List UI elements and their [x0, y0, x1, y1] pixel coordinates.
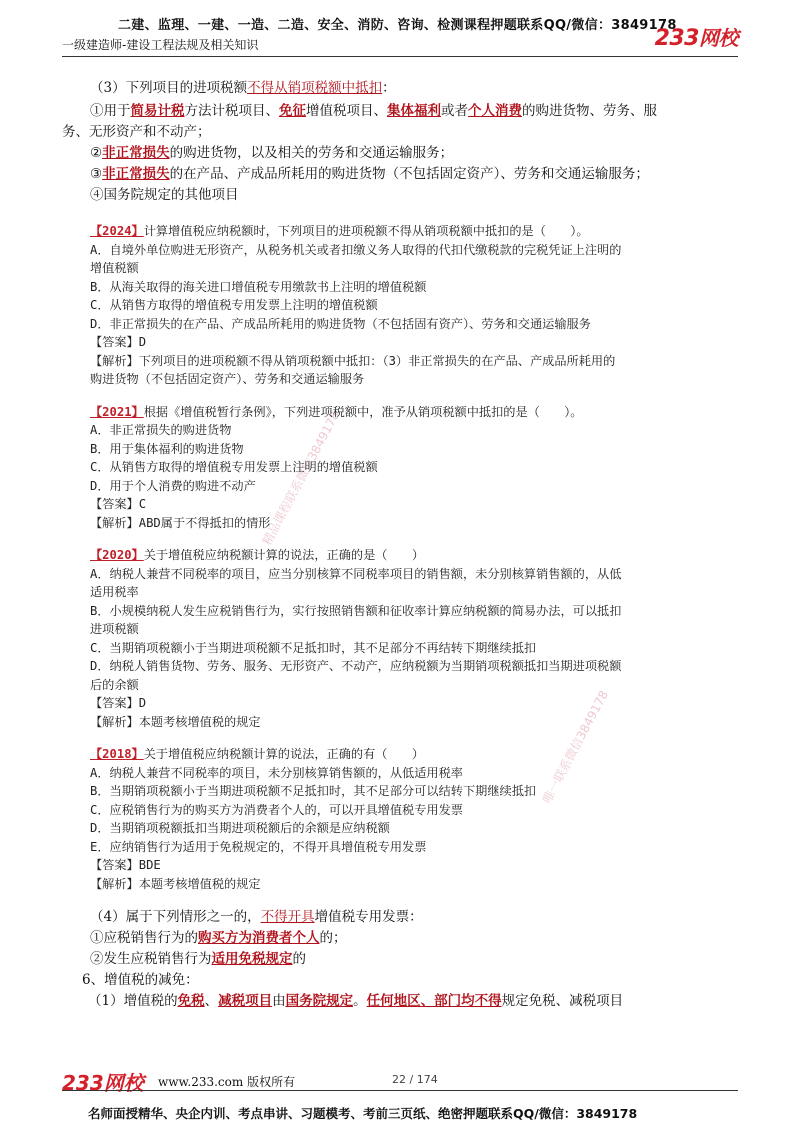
explanation: 【解析】ABD属于不得抵扣的情形 — [90, 515, 271, 530]
section3-title: （3）下列项目的进项税额不得从销项税额中抵扣： — [90, 80, 396, 96]
option-b-cont: 进项税额 — [90, 622, 139, 636]
question-stem: 关于增值税应纳税额计算的说法，正确的有（ ） — [143, 747, 425, 761]
answer: 【答案】BDE — [90, 858, 161, 872]
section4-title: （4）属于下列情形之一的，不得开具增值税专用发票： — [90, 909, 423, 925]
option-d: D．用于个人消费的购进不动产 — [90, 478, 256, 493]
section6-title: 6、增值税的减免： — [82, 972, 199, 988]
footer-promo-text: 名师面授精华、央企内训、考点串讲、习题模考、考前三页纸、绝密押题联系QQ/微信：3849178 — [88, 1106, 638, 1121]
watermark-2: 唯一联系微信3849178 — [539, 688, 612, 806]
header-promo-text: 二建、监理、一建、一造、二造、安全、消防、咨询、检测课程押题联系QQ/微信：3849178 — [118, 18, 677, 33]
footer-logo: 233网校 — [62, 1071, 144, 1095]
option-d-cont: 后的余额 — [90, 677, 139, 692]
question-stem: 计算增值税应纳税额时，下列项目的进项税额不得从销项税额中抵扣的是（ ）。 — [143, 224, 589, 238]
page-number: 22 / 174 — [392, 1073, 438, 1086]
site-logo — [655, 22, 738, 51]
option-c: C．从销售方取得的增值税专用发票上注明的增值税额 — [90, 298, 378, 312]
question-stem: 关于增值税应纳税额计算的说法，正确的是（ ） — [143, 548, 425, 562]
option-a: A．纳税人兼营不同税率的项目，未分别核算销售额的，从低适用税率 — [90, 765, 463, 780]
question-year: 【2018】 — [90, 747, 144, 761]
option-c: C．应税销售行为的购买方为消费者个人的，可以开具增值税专用发票 — [90, 802, 463, 817]
section4-item-1: ①应税销售行为的购买方为消费者个人的； — [90, 930, 347, 946]
section3-item-1: ①用于简易计税方法计税项目、免征增值税项目、集体福利或者个人消费的购进货物、劳务、服 — [90, 103, 657, 119]
option-b: B．当期销项税额小于当期进项税额不足抵扣时，其不足部分可以结转下期继续抵扣 — [90, 784, 537, 798]
question-stem: 根据《增值税暂行条例》，下列进项税额中，准予从销项税额中抵扣的是（ ）。 — [143, 404, 583, 419]
page-content — [62, 78, 745, 1012]
option-e: E．应纳销售行为适用于免税规定的，不得开具增值税专用发票 — [90, 839, 427, 854]
footer-divider — [62, 1090, 738, 1091]
option-d: D．非正常损失的在产品、产成品所耗用的购进货物（不包括固有资产）、劳务和交通运输服务 — [90, 316, 591, 331]
option-a: A．自境外单位购进无形资产，从税务机关或者扣缴义务人取得的代扣代缴税款的完税凭证上注明的 — [90, 242, 622, 257]
watermark-1: 精品课程联系微信3849178 — [259, 408, 343, 548]
question-year: 【2020】 — [90, 548, 144, 562]
logo-number: 233 — [654, 26, 699, 51]
section4-item-2: ②发生应税销售行为适用免税规定的 — [90, 951, 306, 967]
explanation: 【解析】本题考核增值税的规定 — [90, 714, 261, 729]
section3-item-3: ③非正常损失的在产品、产成品所耗用的购进货物（不包括固定资产）、劳务和交通运输服务； — [90, 166, 649, 182]
answer: 【答案】C — [90, 497, 147, 511]
question-2018 — [90, 745, 745, 893]
option-a-cont: 适用税率 — [90, 585, 139, 599]
option-a: A．非正常损失的购进货物 — [90, 423, 232, 437]
question-year: 【2024】 — [90, 224, 144, 238]
logo-text: 网校 — [699, 26, 738, 50]
question-year: 【2021】 — [90, 404, 144, 419]
option-a: A．纳税人兼营不同税率的项目，应当分别核算不同税率项目的销售额，未分别核算销售额的，从低 — [90, 566, 622, 581]
option-b: B．用于集体福利的购进货物 — [90, 441, 244, 456]
option-d: D．纳税人销售货物、劳务、服务、无形资产、不动产，应纳税额为当期销项税额抵扣当期进项税额 — [90, 659, 622, 673]
question-2020 — [90, 546, 745, 731]
answer: 【答案】D — [90, 696, 147, 710]
explanation-cont: 购进货物（不包括固定资产）、劳务和交通运输服务 — [90, 372, 365, 386]
footer-copyright: www.233.com 版权所有 — [158, 1075, 296, 1089]
question-2021 — [90, 403, 745, 533]
option-c: C．当期销项税额小于当期进项税额不足抵扣时，其不足部分不再结转下期继续抵扣 — [90, 640, 537, 655]
section3-item-2: ②非正常损失的购进货物，以及相关的劳务和交通运输服务； — [90, 145, 454, 161]
header-divider — [62, 56, 738, 57]
option-c: C．从销售方取得的增值税专用发票上注明的增值税额 — [90, 460, 378, 474]
option-a-cont: 增值税额 — [90, 261, 139, 275]
header-book-title: 一级建造师-建设工程法规及相关知识 — [62, 38, 259, 52]
question-2024 — [90, 222, 745, 389]
option-d: D．当期销项税额抵扣当期进项税额后的余额是应纳税额 — [90, 821, 390, 835]
explanation: 【解析】本题考核增值税的规定 — [90, 876, 261, 891]
section3-item-4: ④国务院规定的其他项目 — [90, 187, 239, 203]
option-b: B．从海关取得的海关进口增值税专用缴款书上注明的增值税额 — [90, 279, 427, 294]
answer: 【答案】D — [90, 335, 147, 349]
section6-line-1: （1）增值税的免税、减税项目由国务院规定。任何地区、部门均不得规定免税、减税项目 — [88, 993, 624, 1009]
option-b: B．小规模纳税人发生应税销售行为，实行按照销售额和征收率计算应纳税额的简易办法，可以抵扣 — [90, 603, 622, 618]
section3-item-1-cont: 务、无形资产和不动产； — [62, 124, 211, 140]
explanation: 【解析】下列项目的进项税额不得从销项税额中抵扣：（3）非正常损失的在产品、产成品所耗用的 — [90, 353, 616, 368]
